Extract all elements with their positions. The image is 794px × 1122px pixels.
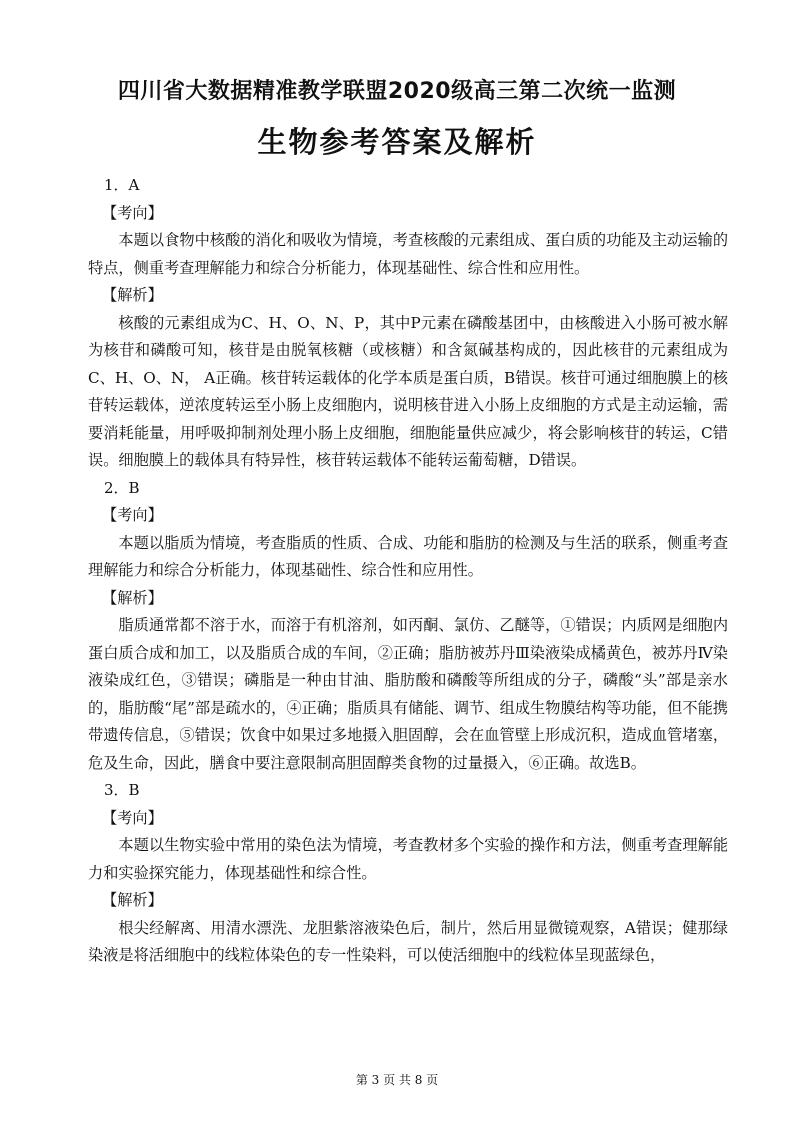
question-number: 1．A	[104, 176, 140, 194]
jiexi-label: 【解析】	[102, 891, 163, 909]
question-2	[88, 475, 728, 778]
kaoxiang-label: 【考向】	[102, 808, 163, 827]
kaoxiang-label: 【考向】	[102, 506, 163, 524]
question-number: 3．B	[104, 781, 140, 799]
header-title: 四川省大数据精准教学联盟2020级高三第二次统一监测	[117, 79, 677, 104]
jiexi-paragraph: 脂质通常都不溶于水，而溶于有机溶剂，如丙酮、氯仿、乙醚等，①错误；内质网是细胞内蛋白质合成和加工，以及脂质合成的车间，②正确；脂肪被苏丹Ⅲ染液染成橘黄色，被苏丹Ⅳ染液染成红色，③错误；磷脂是一种由甘油、脂肪酸和磷酸等所组成的分子，磷酸“头”部是亲水的，脂肪酸“尾”部是疏水的，④正确；脂质具有储能、调节、组成生物膜结构等功能，但不能携带遗传信息，⑤错误；饮食中如果过多地摄入胆固醇，会在血管壁上形成沉积，造成血管堵塞，危及生命，因此，膳食中要注意限制高胆固醇类食物的过量摄入，⑥正确。故选B。	[88, 616, 728, 772]
kaoxiang-paragraph: 本题以食物中核酸的消化和吸收为情境，考查核酸的元素组成、蛋白质的功能及主动运输的特点，侧重考查理解能力和综合分析能力，体现基础性、综合性和应用性。	[88, 231, 728, 277]
jiexi-paragraph: 核酸的元素组成为C、H、O、N、P，其中P元素在磷酸基团中，由核酸进入小肠可被水解为核苷和磷酸可知，核苷是由脱氧核糖（或核糖）和含氮碱基构成的，因此核苷的元素组成为C、H、O、N， A正确。核苷转运载体的化学本质是蛋白质，B错误。核苷可通过细胞膜上的核苷转运载体，逆浓度转运至小肠上皮细胞内，说明核苷进入小肠上皮细胞的方式是主动运输，需要消耗能量，用呼吸抑制剂处理小肠上皮细胞，细胞能量供应减少，将会影响核苷的转运，C错误。细胞膜上的载体具有特异性，核苷转运载体不能转运葡萄糖，D错误。	[88, 313, 728, 469]
jiexi-paragraph: 根尖经解离、用清水漂洗、龙胆紫溶液染色后，制片，然后用显微镜观察，A错误；健那绿染液是将活细胞中的线粒体染色的专一性染料，可以使活细胞中的线粒体呈现蓝绿色，	[88, 918, 728, 964]
kaoxiang-paragraph: 本题以生物实验中常用的染色法为情境，考查教材多个实验的操作和方法，侧重考查理解能力和实验探究能力，体现基础性和综合性。	[88, 836, 728, 882]
jiexi-label: 【解析】	[102, 286, 163, 304]
jiexi-label: 【解析】	[102, 588, 163, 607]
question-number: 2．B	[104, 478, 140, 497]
question-1	[88, 172, 728, 475]
kaoxiang-paragraph: 本题以脂质为情境，考查脂质的性质、合成、功能和脂肪的检测及与生活的联系，侧重考查理解能力和综合分析能力，体现基础性、综合性和应用性。	[88, 533, 728, 579]
question-3	[88, 777, 728, 970]
page-number: 第 3 页 共 8 页	[355, 1073, 439, 1087]
kaoxiang-label: 【考向】	[102, 203, 163, 222]
document-title: 生物参考答案及解析	[257, 125, 537, 159]
document-body	[88, 172, 728, 970]
